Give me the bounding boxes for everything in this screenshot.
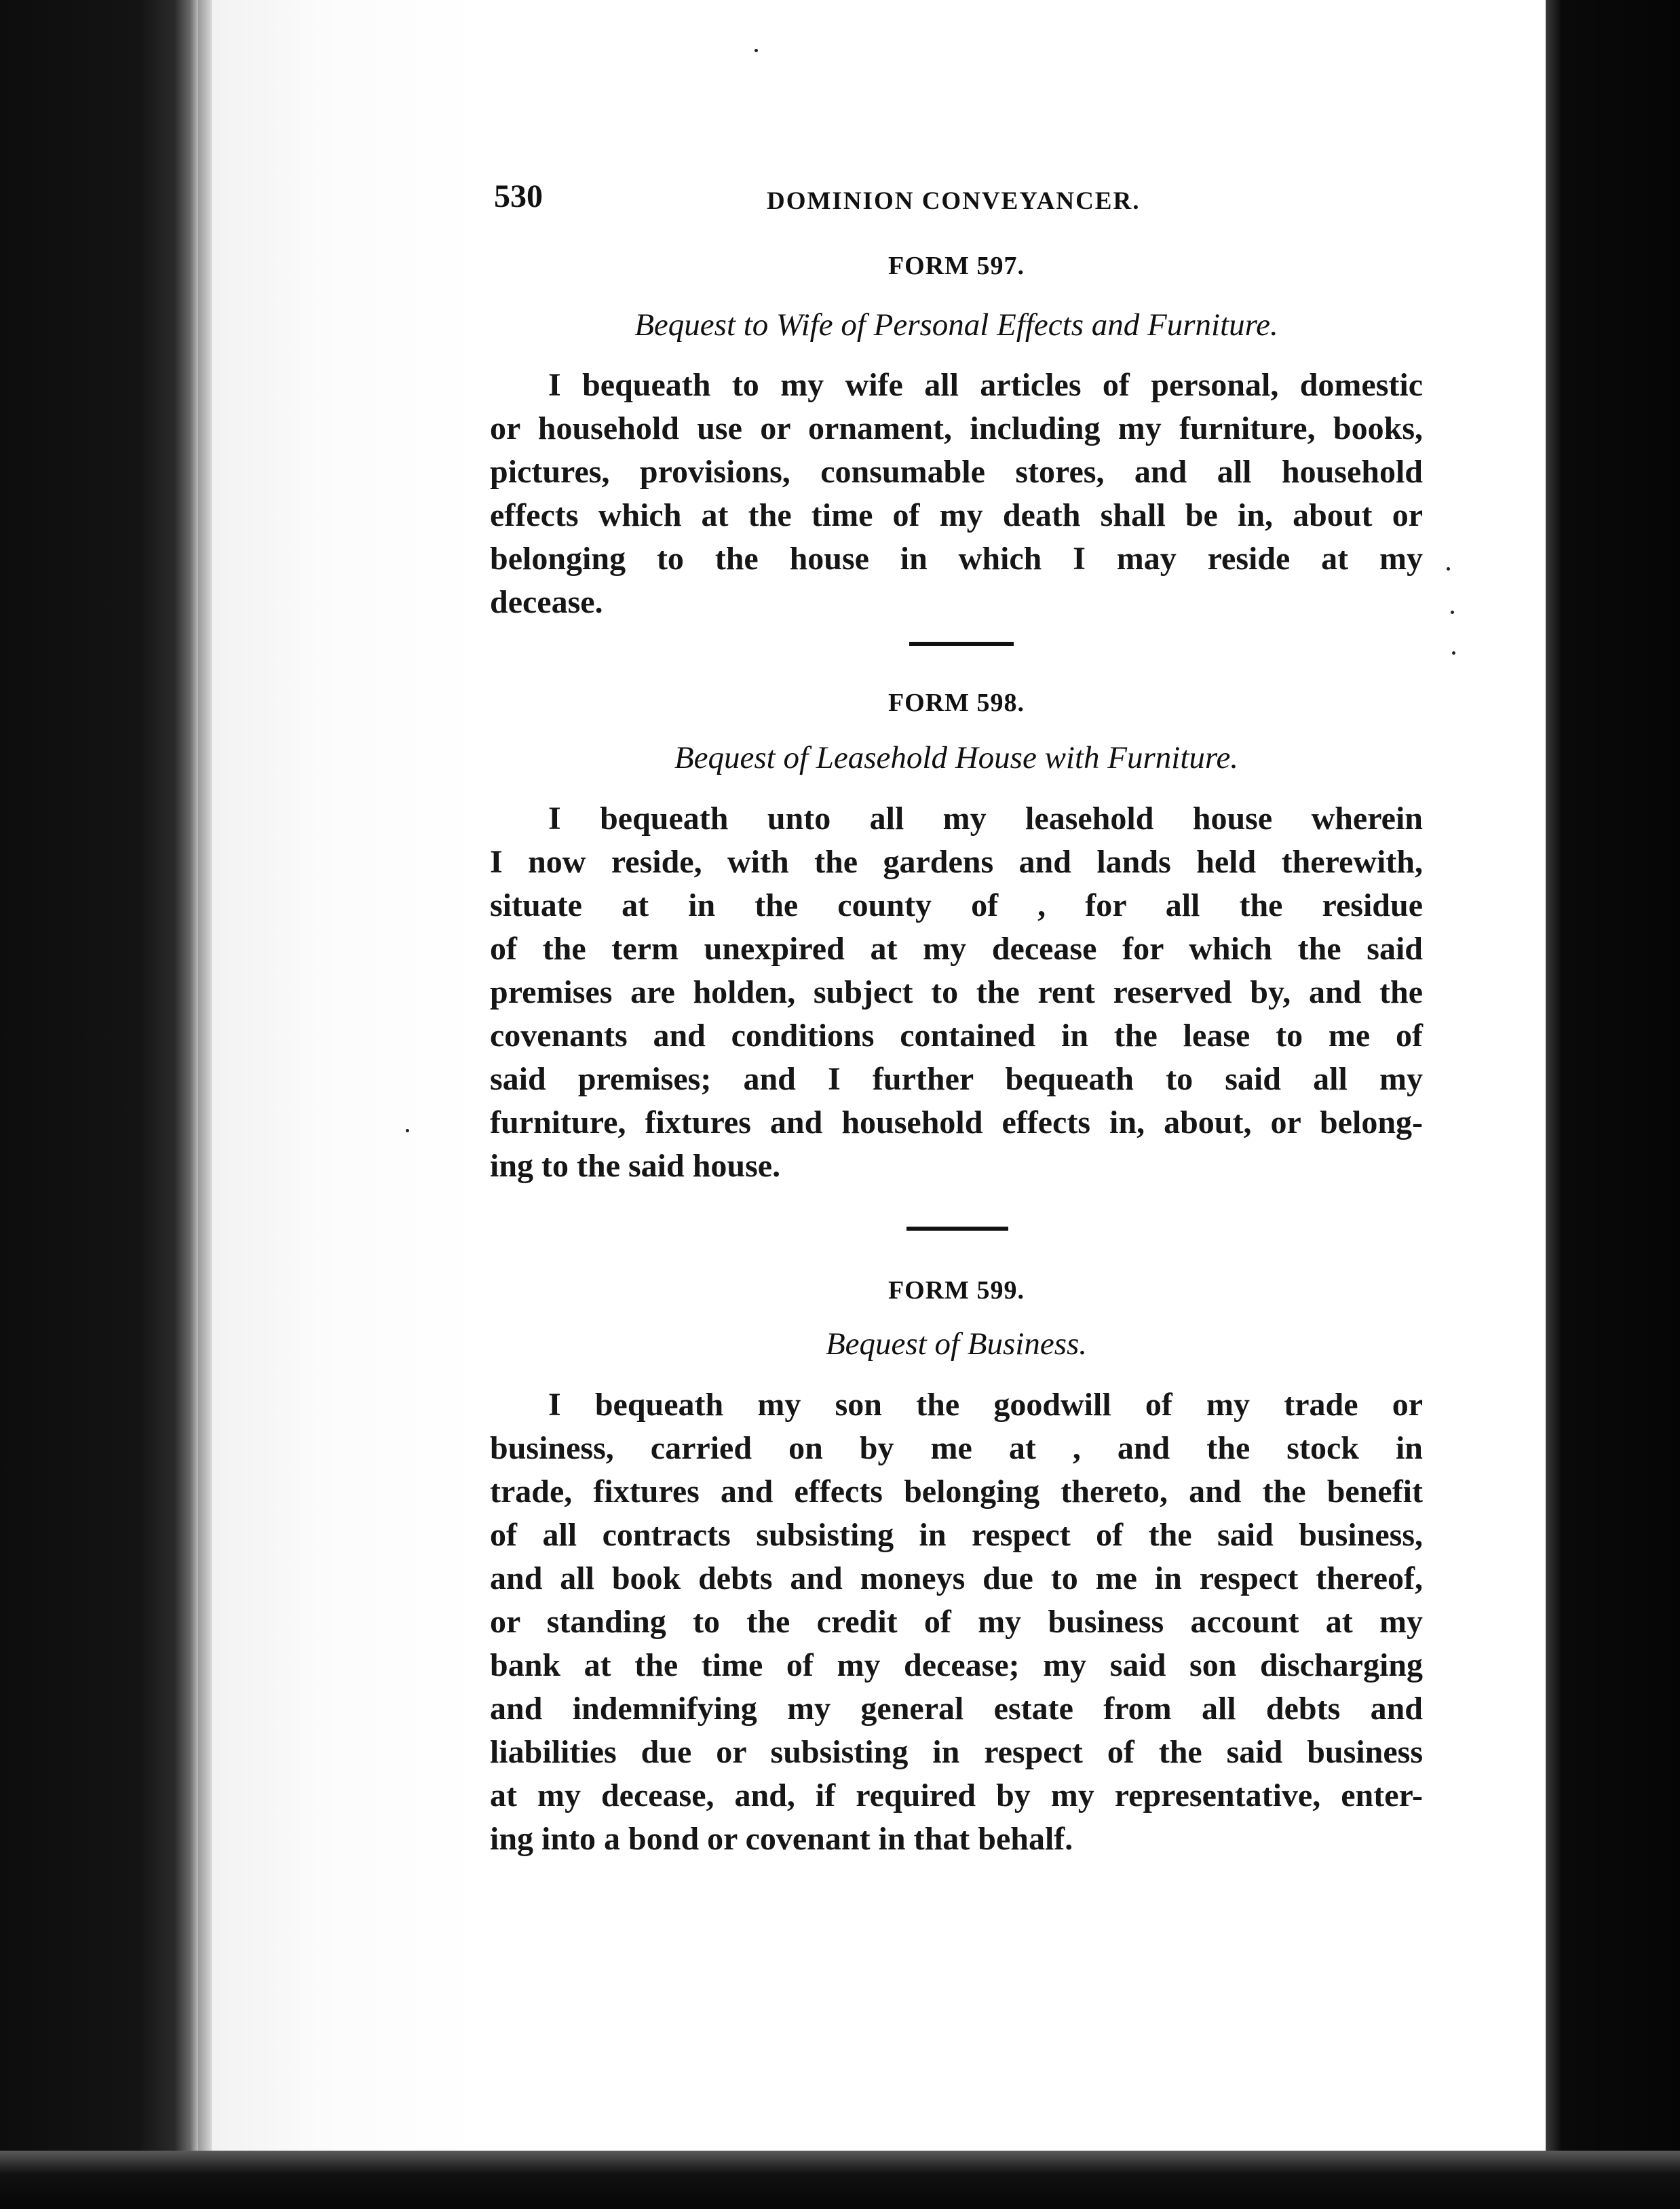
form-597-title: Bequest to Wife of Personal Effects and Furniture. — [634, 307, 1278, 343]
form-599-line: I bequeath my son the goodwill of my trade or — [548, 1387, 1423, 1423]
form-599-title: Bequest of Business. — [825, 1326, 1088, 1362]
form-598-line: covenants and conditions contained in the lease to me of — [490, 1018, 1423, 1054]
form-597-line: pictures, provisions, consumable stores, and all household — [490, 454, 1423, 490]
form-598-body — [490, 797, 1423, 1188]
form-598-line: situate at in the county of , for all the residue — [490, 887, 1423, 923]
form-599-line: of all contracts subsisting in respect of the said business, — [490, 1517, 1423, 1553]
form-599-line: or standing to the credit of my business account at my — [490, 1604, 1423, 1640]
form-597-heading: FORM 597. — [887, 252, 1025, 280]
form-598-line: I bequeath unto all my leasehold house wherein — [548, 801, 1423, 837]
scan-speck — [1447, 567, 1450, 571]
form-599-line: liabilities due or subsisting in respect of the said business — [490, 1734, 1423, 1770]
scan-speck — [1451, 611, 1454, 614]
scan-speck — [406, 1129, 409, 1132]
form-599-line: ing into a bond or covenant in that behalf. — [490, 1821, 1073, 1857]
form-599-line: and indemnifying my general estate from all debts and — [490, 1691, 1423, 1727]
form-598-line: furniture, fixtures and household effects in, about, or belong- — [490, 1104, 1423, 1140]
scan-speck — [1452, 651, 1455, 655]
form-597-line: decease. — [490, 584, 603, 620]
form-598-title: Bequest of Leasehold House with Furniture. — [674, 740, 1239, 775]
form-599-line: bank at the time of my decease; my said son discharging — [490, 1647, 1423, 1683]
scan-right-border — [1546, 0, 1680, 2209]
form-597-line: or household use or ornament, including my furniture, books, — [490, 410, 1423, 446]
form-599-line: business, carried on by me at , and the stock in — [490, 1430, 1423, 1466]
form-599-line: trade, fixtures and effects belonging thereto, and the benefit — [490, 1474, 1423, 1510]
form-597-body — [490, 364, 1423, 624]
scan-bottom-border — [0, 2151, 1680, 2209]
scan-speck — [755, 49, 758, 52]
form-597-line: I bequeath to my wife all articles of personal, domestic — [548, 367, 1423, 403]
form-598-line: ing to the said house. — [490, 1148, 781, 1184]
form-599-body — [490, 1383, 1423, 1861]
form-599-line: and all book debts and moneys due to me in respect thereof, — [490, 1560, 1423, 1596]
form-597-line: effects which at the time of my death shall be in, about or — [490, 497, 1423, 533]
form-598-line: I now reside, with the gardens and lands held therewith, — [490, 844, 1423, 880]
form-598-heading: FORM 598. — [887, 689, 1025, 717]
form-599-heading: FORM 599. — [887, 1276, 1025, 1305]
scan-left-border — [0, 0, 198, 2209]
form-598-line: premises are holden, subject to the rent reserved by, and the — [490, 974, 1423, 1010]
form-599-line: at my decease, and, if required by my representative, enter- — [490, 1778, 1423, 1813]
running-title: DOMINION CONVEYANCER. — [767, 187, 1141, 215]
form-598-line: of the term unexpired at my decease for which the said — [490, 931, 1423, 967]
section-divider — [909, 642, 1014, 646]
page-number: 530 — [494, 178, 543, 214]
form-597-line: belonging to the house in which I may reside at my — [490, 541, 1423, 577]
section-divider — [906, 1227, 1008, 1231]
page-edge — [198, 0, 212, 2154]
form-598-line: said premises; and I further bequeath to said all my — [490, 1061, 1423, 1097]
